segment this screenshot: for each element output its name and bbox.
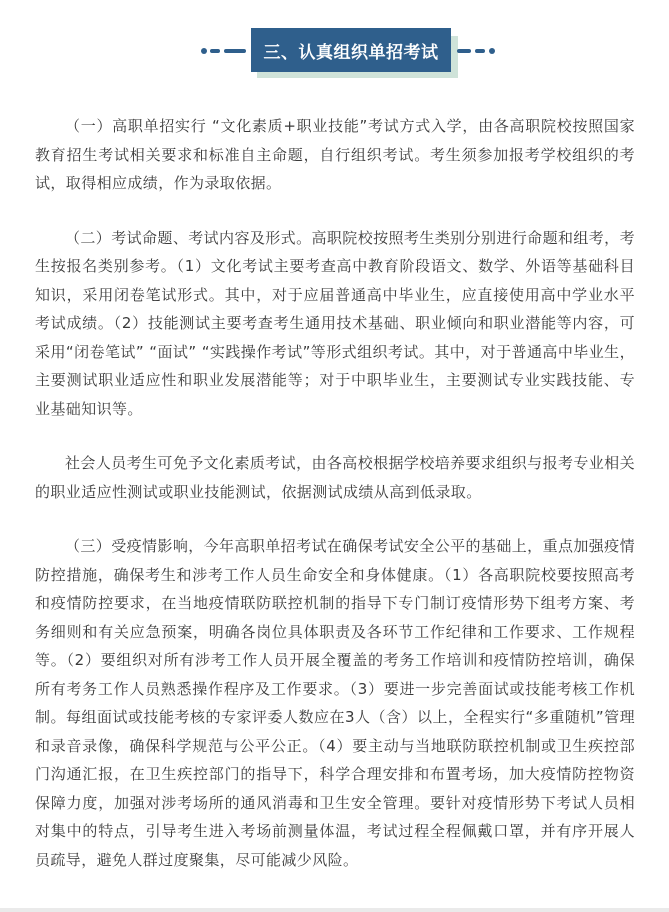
left-deco-line-long xyxy=(224,49,246,53)
paragraph-1: （一）高职单招实行 “文化素质+职业技能”考试方式入学，由各高职院校按照国家教育招生考试相关要求和标准自主命题，自行组织考试。考生须参加报考学校组织的考试，取得相应成绩，作为录取依据。 xyxy=(35,117,635,192)
section-header xyxy=(0,26,669,78)
paragraph-4: （三）受疫情影响，今年高职单招考试在确保考试安全公平的基础上，重点加强疫情防控措施，确保考生和涉考工作人员生命安全和身体健康。（1）各高职院校要按照高考和疫情防控要求，在当地疫情联防联控机制的指导下专门制订疫情形势下组考方案、考务细则和有关应急预案，明确各岗位具体职责及各环节工作纪律和工作要求、工作规程等。（2）要组织对所有涉考工作人员开展全覆盖的考务工作培训和疫情防控培训，确保所有考务工作人员熟悉操作程序及工作要求。（3）要进一步完善面试或技能考核工作机制。每组面试或技能考核的专家评委人数应在3人（含）以上，全程实行“多重随机”管理和录音录像，确保科学规范与公平公正。（4）要主动与当地联防联控机制或卫生疾控部门沟通汇报，在卫生疾控部门的指导下，科学合理安排和布置考场，加大疫情防控物资保障力度，加强对涉考场所的通风消毒和卫生安全管理。要针对疫情形势下考试人员相对集中的特点，引导考生进入考场前测量体温，考试过程全程佩戴口罩，并有序开展人员疏导，避免人群过度聚集，尽可能减少风险。 xyxy=(35,537,635,869)
right-deco-line-short xyxy=(475,49,485,53)
right-deco-line-long xyxy=(457,49,471,53)
section-title: 三、认真组织单招考试 xyxy=(251,28,451,72)
right-deco-dot xyxy=(489,48,495,54)
left-deco-dot xyxy=(201,48,207,54)
paragraph-3: 社会人员考生可免予文化素质考试，由各高校根据学校培养要求组织与报考专业相关的职业适应性测试或职业技能测试，依据测试成绩从高到低录取。 xyxy=(35,454,635,501)
paragraph-2: （二）考试命题、考试内容及形式。高职院校按照考生类别分别进行命题和组考，考生按报名类别参考。（1）文化考试主要考查高中教育阶段语文、数学、外语等基础科目知识，采用闭卷笔试形式。其中，对于应届普通高中毕业生，应直接使用高中学业水平考试成绩。（2）技能测试主要考查考生通用技术基础、职业倾向和职业潜能等内容，可采用“闭卷笔试” “面试” “实践操作考试”等形式组织考试。其中，对于普通高中毕业生，主要测试职业适应性和职业发展潜能等；对于中职毕业生，主要测试专业实践技能、专业基础知识等。 xyxy=(35,228,635,418)
left-deco-line-short xyxy=(210,49,220,53)
article-body xyxy=(35,112,635,900)
bottom-divider xyxy=(0,908,669,912)
